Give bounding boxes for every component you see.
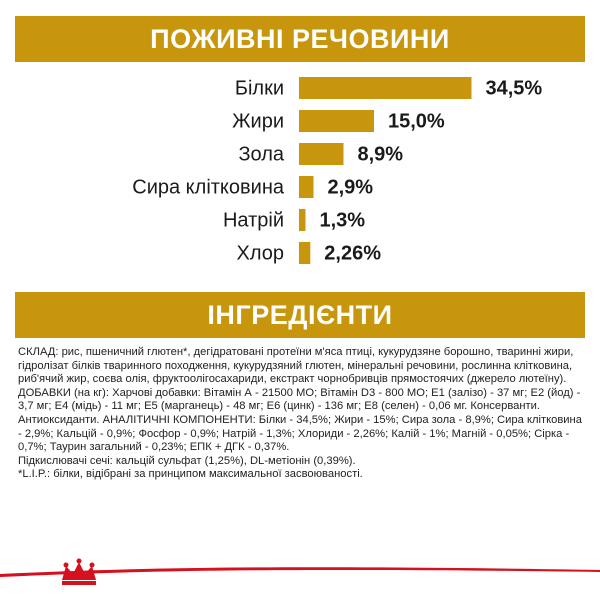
- bar-label: Білки: [234, 77, 284, 100]
- nutrients-title: ПОЖИВНІ РЕЧОВИНИ: [150, 23, 450, 54]
- ingredients-title-banner: [15, 292, 585, 338]
- bar-label: Жири: [232, 110, 284, 133]
- bar-label: Натрій: [222, 209, 284, 232]
- bar-value-label: 34,5%: [485, 77, 543, 100]
- bar-value-label: 2,9%: [327, 176, 374, 199]
- bar: [299, 77, 472, 99]
- bar: [299, 209, 306, 231]
- bar-label: Хлор: [236, 242, 284, 265]
- ingredients-text: СКЛАД: рис, пшеничний глютен*, дегідратовані протеїни м'яса птиці, кукурудзяне борошно, тваринні жири, гідролізат білків тваринного походження, кукурудзяний глютен, мінеральні речовини, рослинна клітковина, риб'ячий жир, соєва олія, фруктоолігосахариди, екстракт чорнобривців прямостоячих (джерело лютеїну). ДОБАВКИ (на кг): Харчові добавки: Вітамін А - 21500 МО; Вітамін D3 - 800 МО; E1 (залізо) - 37 мг; E2 (йод) - 3,7 мг; E4 (мідь) - 11 мг; E5 (марганець) - 48 мг; E6 (цинк) - 136 мг; E8 (селен) - 0,06 мг. Консерванти. Антиоксиданти. АНАЛІТИЧНІ КОМПОНЕНТИ: Білки - 34,5%; Жири - 15%; Сира зола - 8,9%; Сира клітковина - 2,9%; Кальцій - 0,9%; Фосфор - 0,9%; Натрій - 1,3%; Хлориди - 2,26%; Калій - 1%; Магній - 0,05%; Сірка - 0,7%; Таурин загальний - 0,23%; ЕПК + ДГК - 0,37%. Підкислювачі сечі: кальцій сульфат (1,25%), DL-метіонін (0,39%). *L.I.P.: білки, відібрані за принципом максимальної засвоюваності.: [18, 346, 582, 481]
- bar-value-label: 1,3%: [319, 209, 366, 232]
- bar-value-label: 2,26%: [324, 242, 382, 265]
- bar: [299, 176, 314, 198]
- bar: [299, 242, 310, 264]
- nutrients-bar-chart: [0, 68, 600, 278]
- bar: [299, 143, 344, 165]
- bar-label: Зола: [238, 143, 284, 166]
- bar: [299, 110, 374, 132]
- bar-value-label: 8,9%: [357, 143, 404, 166]
- nutrients-title-banner: [15, 16, 585, 62]
- ingredients-title: ІНГРЕДІЄНТИ: [207, 299, 393, 330]
- crown-logo-icon: [62, 559, 96, 586]
- bar-label: Сира клітковина: [132, 176, 284, 199]
- bar-value-label: 15,0%: [388, 110, 445, 133]
- brand-footer: [0, 556, 600, 586]
